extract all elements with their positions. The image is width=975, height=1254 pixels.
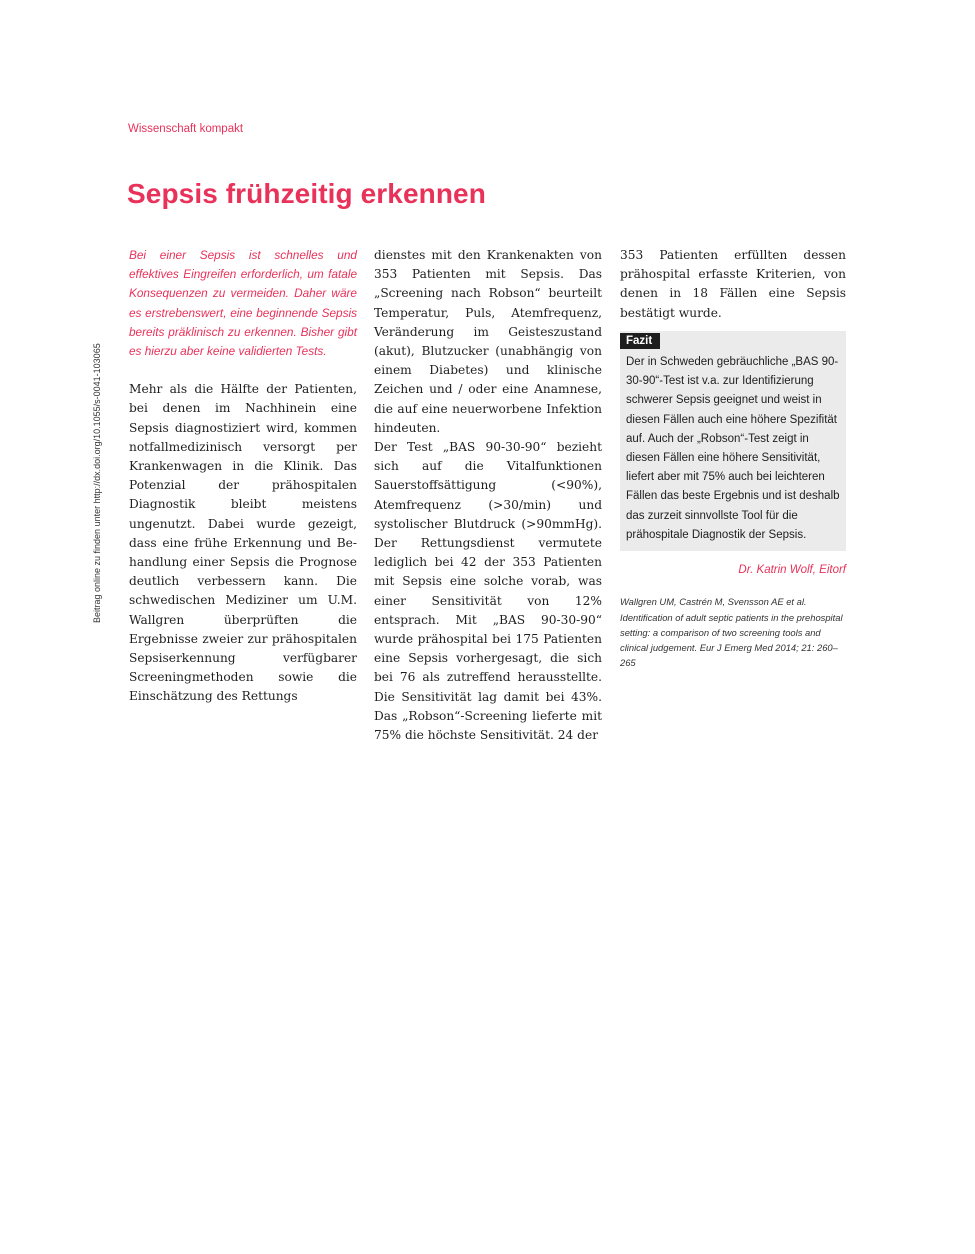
fazit-text: Der in Schweden gebräuchliche „BAS 90-30-90“-Test ist v.a. zur Identifizierung schwerer Sepsis geeignet und weist in diesen Fällen auch eine höhere Spezifität auf. Auch der „Robson“-Test zeigt in diesen Fällen eine höhere Sensitivität, liefert aber mit 75% auch bei leichteren Fällen das beste Ergebnis und ist deshalb das zurzeit sinnvollste Tool für die prähospitale Diagnostik der Sepsis. (626, 356, 840, 541)
body-paragraph-1: Mehr als die Hälfte der Patienten, bei denen im Nachhinein eine Sepsis diagnostiziert wird, kommen notfallmedizinisch versorgt per Krankenwagen in die Klinik. Das Potenzial der prähospitalen Diagnostik bleibt meistens ungenutzt. Dabei wurde gezeigt, dass eine frühe Erkennung und Behandlung einer Sepsis die Prognose deutlich verbessern kann. Die schwedischen Mediziner um U.M. Wallgren überprüften die Ergebnisse zweier zur prähospitalen Sepsiserkennung verfügbarer Screeningmethoden sowie die Einschätzung des Rettungs (129, 382, 357, 704)
section-label: Wissenschaft kompakt (128, 123, 244, 135)
fazit-box (620, 331, 846, 551)
body-paragraph-4: 353 Patienten erfüllten dessen prähospital erfasste Kriterien, von denen in 18 Fällen eine Sepsis bestätigt wurde. (620, 248, 846, 320)
author-name: Dr. Katrin Wolf, Eitorf (738, 564, 846, 577)
column-3 (620, 246, 846, 671)
fazit-heading: Fazit (620, 333, 660, 349)
lead-paragraph: Bei einer Sepsis ist schnelles und effektives Eingreifen erforderlich, um fatale Konsequenzen zu vermeiden. Daher wäre es erstrebenswert, eine beginnende Sepsis bereits präklinisch zu erkennen. Bisher gibt es hierzu aber keine validierten Tests. (129, 248, 357, 359)
article-title: Sepsis frühzeitig erkennen (127, 178, 486, 209)
body-paragraph-2: dienstes mit den Krankenakten von 353 Patienten mit Sepsis. Das „Screening nach Robson“ beurteilt Temperatur, Puls, Atemfrequenz, Veränderung im Geisteszustand (akut), Blutzucker (unabhängig von einem Diabetes) und klinische Zeichen und / oder eine Anamnese, die auf eine neuerworbene Infektion hindeuten. (374, 248, 602, 435)
column-2 (374, 246, 602, 745)
reference-citation: Wallgren UM, Castrén M, Svensson AE et al. Identification of adult septic patients in the prehospital setting: a comparison of two screening tools and clinical judgement. Eur J Emerg Med 2014; 21: 260–265 (620, 596, 843, 669)
column-1 (129, 246, 357, 707)
body-paragraph-3: Der Test „BAS 90-30-90“ bezieht sich auf die Vitalfunktionen Sauerstoffsättigung (<90%), Atemfrequenz (>30/min) und systolischer Blutdruck (>90mmHg). Der Rettungsdienst vermutete lediglich bei 42 der 353 Patienten mit Sepsis eine solche vorab, was einer Sensitivität von 12% entsprach. Mit „BAS 90-30-90“ wurde prähospital bei 175 Patienten eine Sepsis vorhergesagt, die sich bei 76 als zutreffend herausstellte. Die Sensitivität lag damit bei 43%. Das „Robson“-Screening lieferte mit 75% die höchste Sensitivität. 24 der (374, 440, 602, 743)
doi-link-note[interactable]: Beitrag online zu finden unter http://dx.doi.org/10.1055/s-0041-103065 (92, 343, 102, 623)
